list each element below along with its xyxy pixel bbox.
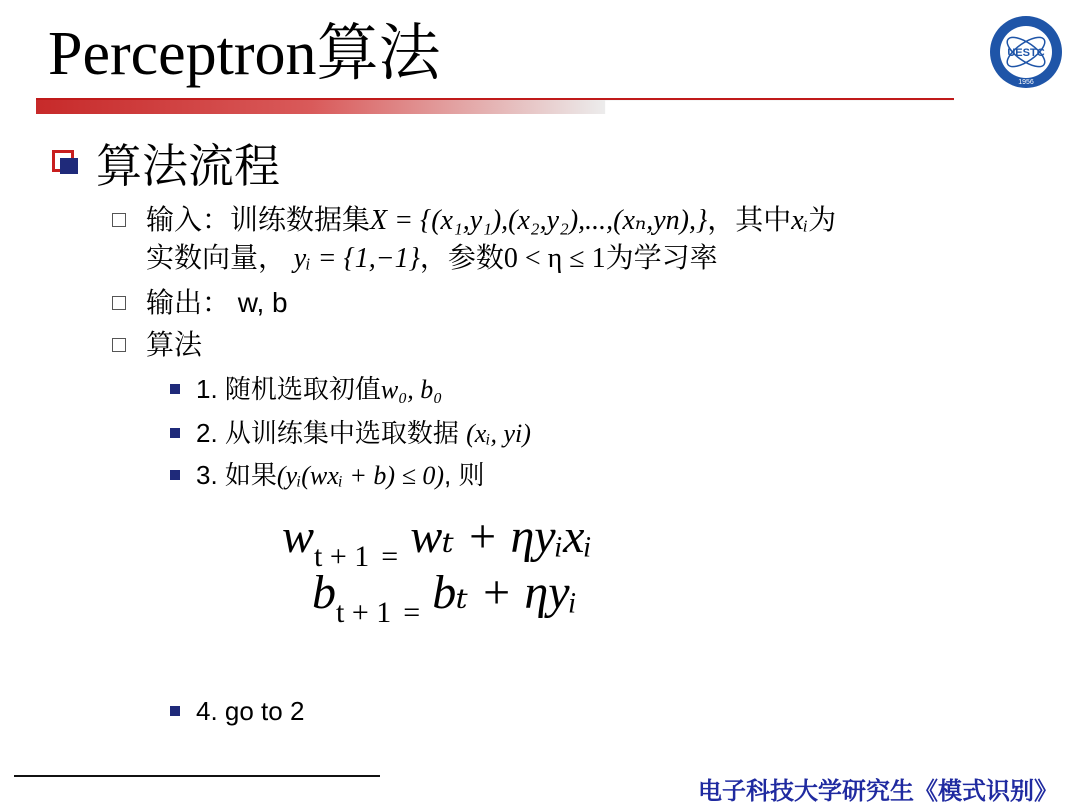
eq1-equals: = [381,540,399,573]
section-heading: 算法流程 [96,140,280,192]
input-tail2: 为 [808,204,837,235]
eq2-sub: t + 1 [336,596,392,629]
step1-math: w₀, b₀ [380,375,443,404]
step-1 [196,372,442,407]
logo-year: 1956 [1018,79,1034,86]
yi-def-math: yᵢ = {1,−1} [293,243,420,274]
input-line2-c: 为学习率 [605,242,718,273]
output-bullet [112,296,126,310]
algorithm-label: 算法 [146,329,203,360]
equation-w-update [282,510,593,573]
step-2 [196,416,531,451]
step-4: 4. go to 2 [196,696,305,726]
input-bullet [112,213,126,227]
output-value: w, b [237,287,288,318]
footer-course-title: 电子科技大学研究生《模式识别》 [698,779,1058,805]
xi-math: xᵢ [791,205,809,236]
input-tail: ，其中 [707,204,792,235]
step3-math: (yᵢ(wxᵢ + b) ≤ 0) [276,461,445,490]
algorithm-bullet [112,338,126,352]
footer-rule [14,775,380,777]
eq2-lhs: b [312,566,336,619]
eq1-lhs: w [282,510,315,563]
step4-bullet [170,706,180,716]
uestc-logo [988,14,1064,90]
step2-text: 2. 从训练集中选取数据 [196,418,467,448]
eq2-rhs: bₜ + ηyᵢ [432,566,578,619]
step-3 [196,458,484,493]
step3-text: 3. 如果 [196,460,277,490]
dataset-math: X = {(x₁,y₁),(x₂,y₂),...,(xₙ,yn),} [370,205,708,236]
input-label: 输入：训练数据集 [146,204,371,235]
input-line2-b: ，参数 [419,242,504,273]
eta-condition-math: 0 < η ≤ 1 [503,243,606,274]
output-line [146,285,288,321]
heading-bullet-fill [60,158,78,174]
equation-b-update [312,566,578,629]
title-underline-bar [36,98,954,114]
eq1-rhs: wₜ + ηyᵢxᵢ [410,510,593,563]
output-label: 输出： [146,287,231,318]
step1-text: 1. 随机选取初值 [196,374,381,404]
eq2-equals: = [403,596,421,629]
input-line2-a: 实数向量， [146,242,287,273]
step2-bullet [170,428,180,438]
step1-bullet [170,384,180,394]
step3-tail: , 则 [444,460,485,490]
slide-title: Perceptron算法 [48,20,441,88]
step3-bullet [170,470,180,480]
input-line-1 [146,202,836,239]
title-underline-rule [36,98,954,100]
step2-math: (xᵢ, yi) [466,419,531,448]
eq1-sub: t + 1 [314,540,370,573]
input-line-2 [146,240,718,277]
logo-text: UESTC [1007,47,1045,59]
